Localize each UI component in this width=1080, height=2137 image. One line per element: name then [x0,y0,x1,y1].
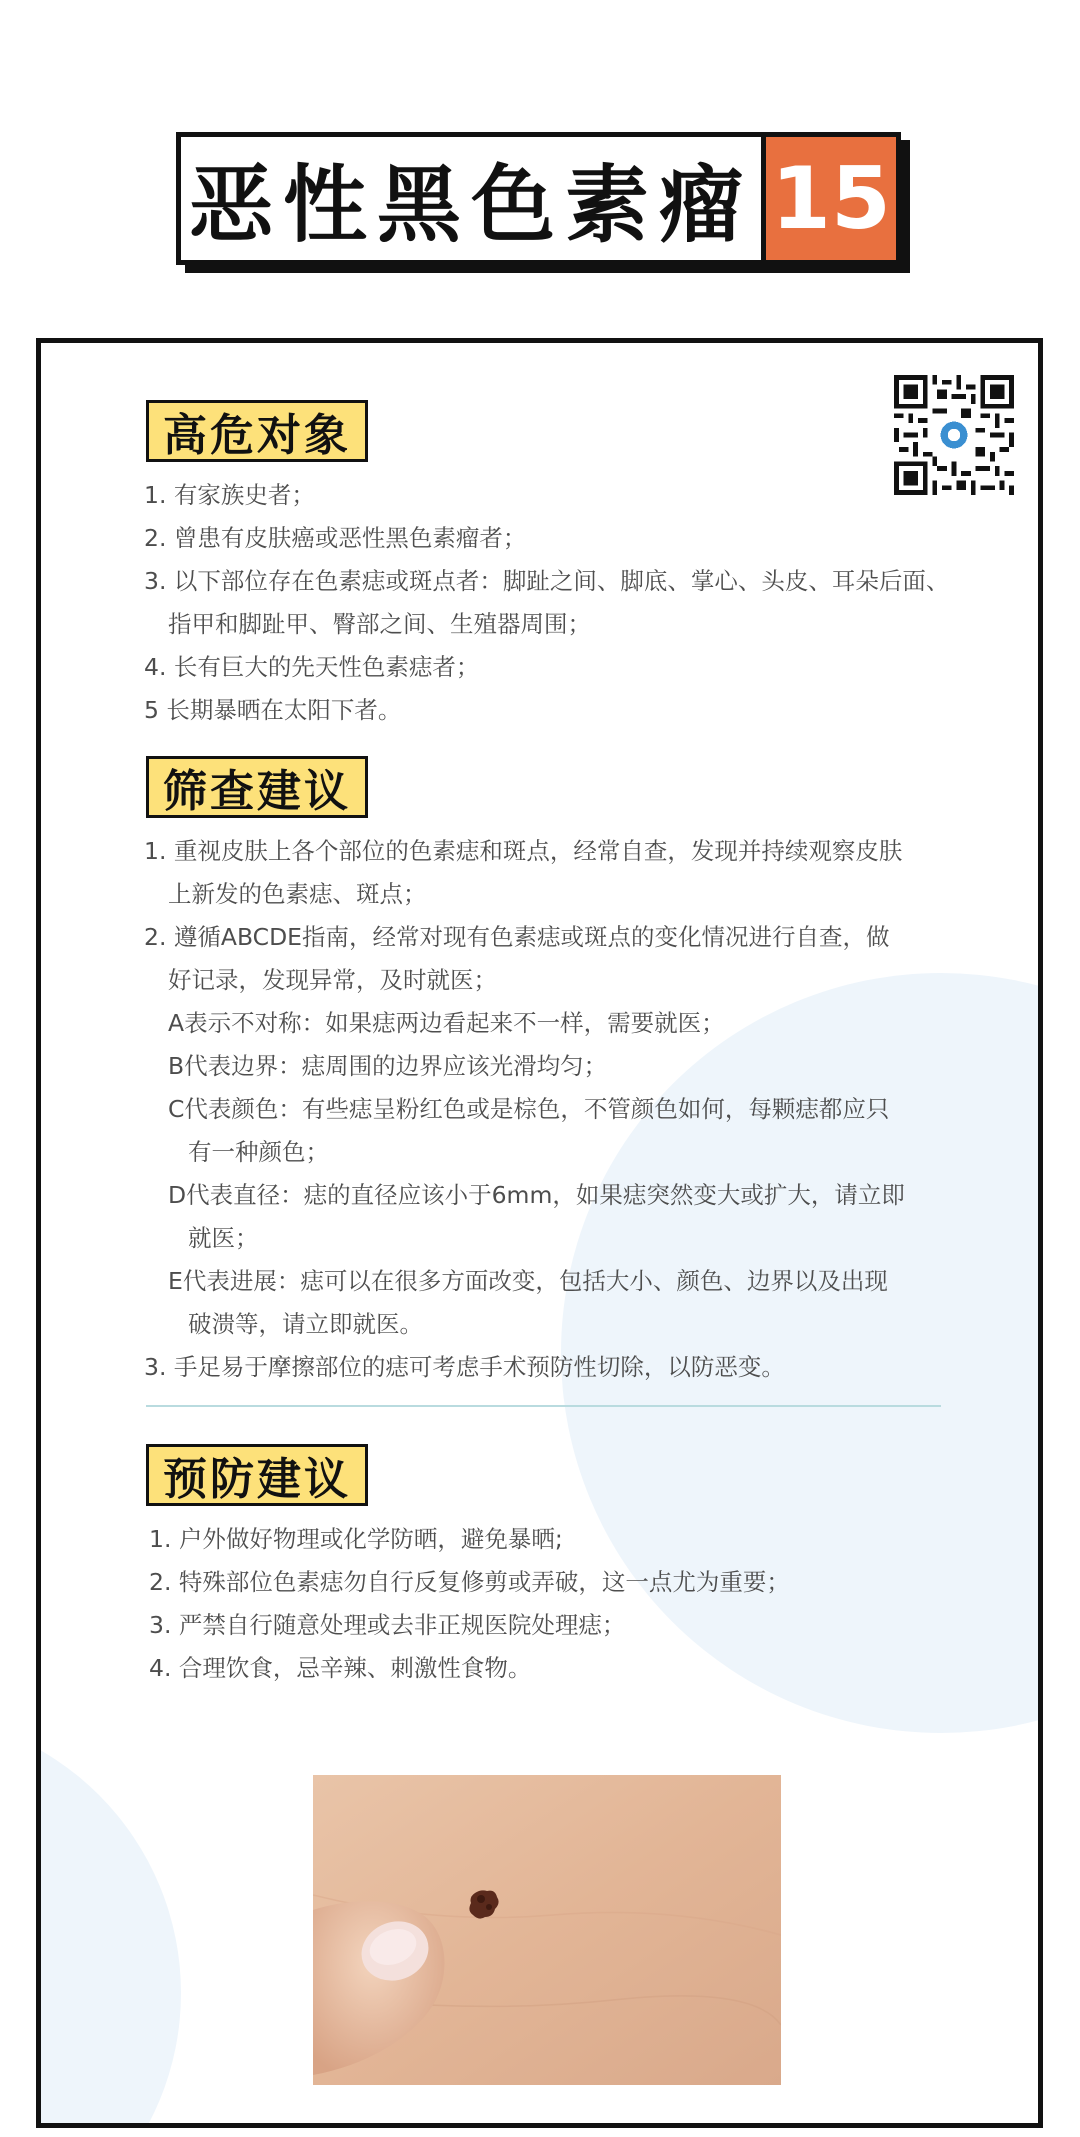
section-divider [146,1405,941,1407]
list-item: 1. 重视皮肤上各个部位的色素痣和斑点，经常自查，发现并持续观察皮肤 [144,837,903,865]
list-item: 3. 手足易于摩擦部位的痣可考虑手术预防性切除，以防恶变。 [144,1353,785,1381]
list-item: 5 长期暴晒在太阳下者。 [144,696,402,724]
prevention-list [149,1518,1009,1690]
list-item: 1. 有家族史者； [144,481,315,509]
list-item: 3. 严禁自行随意处理或去非正规医院处理痣； [149,1611,626,1639]
list-item: 2. 特殊部位色素痣勿自行反复修剪或弄破，这一点尤为重要； [149,1568,790,1596]
page-number-badge: 15 [761,137,896,260]
list-item: 指甲和脚趾甲、臀部之间、生殖器周围； [168,610,591,638]
list-item: 1. 户外做好物理或化学防晒，避免暴晒; [149,1525,563,1553]
list-item: 就医； [188,1224,259,1252]
section-heading-prevention: 预防建议 [146,1444,368,1506]
list-item: C代表颜色：有些痣呈粉红色或是棕色，不管颜色如何，每颗痣都应只 [168,1095,890,1123]
list-item: 破溃等，请立即就医。 [188,1310,423,1338]
section-heading-screening: 筛查建议 [146,756,368,818]
list-item: 2. 曾患有皮肤癌或恶性黑色素瘤者； [144,524,527,552]
list-item: 4. 合理饮食，忌辛辣、刺激性食物。 [149,1654,532,1682]
content-card [36,338,1043,2128]
list-item: B代表边界：痣周围的边界应该光滑均匀； [168,1052,608,1080]
list-item: 有一种颜色； [188,1138,329,1166]
page-title: 恶性黑色素瘤 [188,156,753,254]
list-item: D代表直径：痣的直径应该小于6mm，如果痣突然变大或扩大，请立即 [168,1181,905,1209]
list-item: 好记录，发现异常，及时就医； [168,966,497,994]
list-item: 3. 以下部位存在色素痣或斑点者：脚趾之间、脚底、掌心、头皮、耳朵后面、 [144,567,950,595]
mole-on-skin-photo [313,1775,781,2085]
title-banner [176,132,901,265]
list-item: 4. 长有巨大的先天性色素痣者； [144,653,480,681]
screening-list [144,830,1004,1389]
list-item: E代表进展：痣可以在很多方面改变，包括大小、颜色、边界以及出现 [168,1267,888,1295]
list-item: 上新发的色素痣、斑点； [168,880,427,908]
list-item: A表示不对称：如果痣两边看起来不一样，需要就医； [168,1009,725,1037]
high-risk-list [144,474,1004,732]
list-item: 2. 遵循ABCDE指南，经常对现有色素痣或斑点的变化情况进行自查，做 [144,923,890,951]
decorative-circle [36,1713,181,2128]
section-heading-high-risk: 高危对象 [146,400,368,462]
